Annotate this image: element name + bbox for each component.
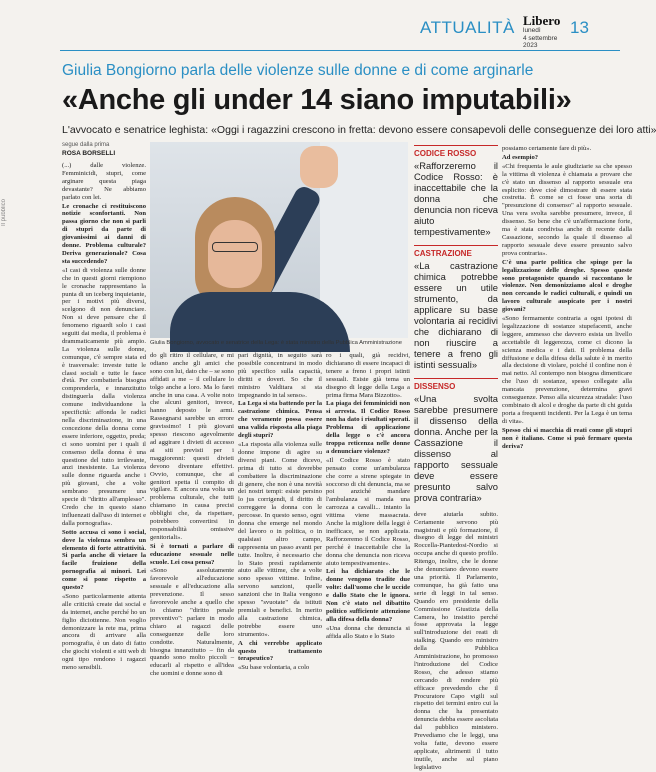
paragraph: «La risposta alla violenza sulle donne impone di agire su diversi piani. Come dicevo, prima di tutto si dovrebbe combattere la discriminazione di genere, che non è una novità dei nostri tempi: esiste persino lo jus corrigendi, il diritto di correggere la donna con le percosse. In questo senso, ogni donna che emerge nel mondo del lavoro o in politica, o in qualsiasi altro campo, rappresenta un passo avanti per tutte. Inoltre, è necessario che lo Stato prestì rapidamente aiuto alle vittime, che a volte sono spesso vittime. Infine, servono sanzioni, quelle sanzioni che in Italia vengono spesso "svuotate" da istituti premiali e benefici. In merito alla castrazione chimica, potrebbe essere uno strumento». xyxy=(238,440,322,638)
interview-question: Lei ha dichiarato che le donne vengono tradite due volte: dall'uomo che le uccide e dallo Stato che le ignora. Non c'è stato nel dibattito politico sufficiente attenzione alla difesa della donna? xyxy=(326,568,410,623)
quote-box-rule xyxy=(414,378,498,379)
byline: ROSA BORSELLI xyxy=(62,150,116,157)
paragraph: do gli ritiro il cellulare, e mi odiano anche gli amici che sono con lui, dato che – se sono affidati a me – il cellulare lo tolgo anche a loro. Ma lo farei anche in una casa. A volte noto che alcuni genitori, invece, hanno deposto le armi. Rassegnarsi sarebbe un errore gravissimo! I più giovani spesso riescono agevolmente ad aggirare i divieti di accesso ai siti previsti per i maggiorenni: questi divieti devono diventare effettivi. Ovvio, comunque, che ai genitori spetta il compito di vigilare. E ancora una volta un problema culturale, che tutti chiamano in causa precisi obblighi che, da rispettare, potrebbero convertirsi in responsabilità omissive genitoriali». xyxy=(150,352,234,541)
page-header xyxy=(0,0,640,50)
pull-quote: «Una svolta sarebbe presumere il dissenso della donna. Anche per la Cassazione il dissenso al rapporto sessuale deve essere presunto salvo prova contraria» xyxy=(414,392,498,503)
interview-question: Le cronache ci restituiscono notizie sconfortanti. Non passa giorno che non si parli di stupri da parte di giovanissimi ai danni di donne. Problema culturale? Deriva generazionale? Cosa sta succedendo? xyxy=(62,202,146,265)
paragraph: (...) dalle violenze. Femminicidi, stupri, come arginare questa piaga devastante? Ne abbiamo parlato con lei. xyxy=(62,162,146,201)
vertical-margin-note: Il pubblico xyxy=(1,198,7,226)
article-column-1 xyxy=(62,162,146,672)
interview-question: A chi verrebbe applicato questo trattamento terapeutico? xyxy=(238,639,322,663)
byline-lead: segue dalla prima xyxy=(62,142,110,148)
quote-box-title: CASTRAZIONE xyxy=(414,248,472,258)
paragraph: «Sono assolutamente favorevole all'educazione sessuale e all'educazione alla prevenzione. Il sesso favorevole anche a quello che io chiamo "diritto penale preventivo": parlare in modo chiaro ai ragazzi delle conseguenze delle loro condotte. Naturalmente, bisogna innanzitutto – fin da quando sono molto piccoli – educarli al rispetto e all'idea che uomini e donne sono di xyxy=(150,567,234,678)
interview-question: La Lega si sta battendo per la castrazione chimica. Pensa che veramente possa essere una valida risposta alla piaga degli stupri? xyxy=(238,400,322,440)
paragraph: «Chi frequenta le aule giudiziarie sa che spesso la vittima di violenza è chiamata a provare che c'è stato un dissenso al rapporto sessuale era esplicito: deve cioè dimostrare di essere stata costretta. È come se ci fosse una sorta di "presunzione di consenso" al rapporto sessuale. Una vera svolta sarebbe presumere, invece, il dissenso. So bene che c'è un'affermazione forte, ma è stata condivisa anche di recente dalla Cassazione, secondo la quale il dissenso al rapporto sessuale deve essere presunto salvo prova contraria». xyxy=(502,162,632,257)
article-headline: «Anche gli under 14 siano imputabili» xyxy=(62,84,572,116)
issue-year: 2023 xyxy=(523,42,538,49)
section-label: ATTUALITÀ xyxy=(420,18,515,37)
paragraph: ro i quali, già recidivi, dichiarano di essere incapaci di tenere a freno i propri istinti sessuali. Esiste già tema un disegno di legge della Lega a prima firma Mara Bizzotto». xyxy=(326,352,410,399)
article-column-2 xyxy=(150,352,234,678)
issue-date: 4 settembre xyxy=(523,34,558,42)
masthead xyxy=(523,14,567,48)
paragraph: «Il Codice Rosso è stato pensato come un'ambulanza che corre a sirene spiegate in soccorso di chi denuncia, ma se poi anziché mandare l'ambulanza si manda una carrozza a cavalli... intanto la vittima viene massacrata. Anche la migliore della leggi è inefficace, se non applicata. Rafforzeremo il Codice Rosso, perché è inaccettabile che la donna che denuncia non riceva aiuto tempestivamente». xyxy=(326,456,410,567)
article-column-3 xyxy=(238,352,322,672)
quote-box-rule xyxy=(414,245,498,246)
paragraph: «Su base volontaria, a colo xyxy=(238,664,310,672)
brand-name: Libero xyxy=(523,13,561,28)
interview-question: Si è tornati a parlare di educazione sessuale nelle scuole. Lei cosa pensa? xyxy=(150,542,234,566)
photo-caption: Giulia Bongiorno, avvocato e senatrice della Lega: è stata ministro della Pubblica Amministrazione xyxy=(150,340,402,346)
paragraph: possiamo certamente fare di più». xyxy=(502,145,592,152)
interview-question: C'è una parte politica che spinge per la legalizzazione delle droghe. Spesso queste sono protagoniste quando si raccontano le violenze. Non demonizziamo alcol e droghe non cercando le radici culturali, e quindi un lavoro culturale auspicato per i nostri giovani? xyxy=(502,258,632,314)
article-column-4 xyxy=(326,352,410,640)
quote-box-rule xyxy=(414,145,498,146)
paragraph: pari dignità, in seguito sarà possibile concentrarsi in modo più specifico sulla capacità, diritti e doveri. So che il ministro Valditara si sta impegnando in tal senso». xyxy=(238,352,322,399)
header-rule xyxy=(60,50,620,51)
interview-question: Sotto accusa ci sono i social, dove la violenza sembra un elemento di forte attrattività. Si parla anche di vietare la facile fruizione della pornografia ai minori. Lei come si pone rispetto a questo? xyxy=(62,528,146,592)
portrait-photo xyxy=(150,142,408,338)
issue-day: lunedì xyxy=(523,27,541,34)
quote-sidebar-column xyxy=(414,145,498,771)
paragraph: «Sono fermamente contraria a ogni ipotesi di legalizzazione di sostanze stupefacenti, anche leggere, ammesso che davvero esista un livello accettabile di leggerezza, come ci dicono la scienza medica e i dati. Il problema della diffusione e della difesa della salute è in merito alla decisione di violare, poiché il confine non è mai netto. Al contempo non bisogna dimenticare che l'uso di sostanze, spesso collegate alla mancata prevenzione, determina gravi conseguenze. Penso alla sicurezza stradale: l'uso combinato di alcol e droghe da parte di chi guida porta a frequenti incidenti. Per la Lega è un tema di vita». xyxy=(502,315,632,425)
interview-question: La piaga dei femminicidi non si arresta. Il Codice Rosso non ha dato i risultati sperati. Problema di applicazione della legge o c'è ancora troppa reticenza nelle donne a denunciare violenze? xyxy=(326,400,410,455)
article-subhead: L'avvocato e senatrice leghista: «Oggi i ragazzini crescono in fretta: devono essere consapevoli delle conseguenze dei loro atti» xyxy=(62,124,656,136)
paragraph: «Una donna che denuncia si affida allo Stato e lo Stato xyxy=(326,624,410,640)
page-number: 13 xyxy=(570,18,589,37)
pull-quote: «La castrazione chimica potrebbe essere un utile strumento, da applicare su base volontaria ai recidivi che dichiarano di non riuscire a tenere a freno gli istinti sessuali» xyxy=(414,259,498,370)
article-kicker: Giulia Bongiorno parla delle violenze sulle donne e di come arginarle xyxy=(62,62,534,79)
quote-box-title: CODICE ROSSO xyxy=(414,149,477,158)
interview-question: Spesso chi si macchia di reati come gli stupri non è italiano. Come si può fermare questa deriva? xyxy=(502,426,632,450)
paragraph: deve aiutarla subito. Certamente servono più magistrati e più formazione, il disegno di legge del ministri Roccella-Piantedosi-Nordio si occupa anche di questo profilo. Ritengo, inoltre, che le donne che denunciano devono essere una priorità. Il Parlamento, comunque, ha già fatto una serie di leggi in tal senso. Quando ero presidente della Commissione Giustizia della Camera, ho insistito perché fosse approvata la legge sull'introduzione dei reati di stalking. Quando ero ministro della Pubblica Amministrazione, ho promosso l'introduzione del Codice Rosso, che adesso stiamo cercando di rendere più efficace prevedendo che il Procuratore Capo vigili sul rispetto dei termini entro cui la donna che ha presentato denuncia debba essere ascoltata dal pubblico ministero. Prevediamo che le leggi, una volta fatte, devono essere applicate, altrimenti il tutto inutile, anche sul piano legislativo xyxy=(414,510,498,771)
paragraph: «I casi di violenza sulle donne che in questi giorni riempiono le cronache rappresentano la punta di un iceberg inquietante, per i motivi più diversi, scelgono di non denunciare. Non si deve pensare che il fenomeno riguardi solo i casi seguiti dai media, il problema è drammaticamente più ampio. La violenza sulle donne, comunque, c'è sempre stata ed è trasversale: investe tutte le classi sociali e tutte le fasce d'età. Per combatterla bisogna comprenderla, e innanzitutto distinguerla dalla violenza comune individuandone la specificità: affonda le radici nella discriminazione, in una concezione della donna come essere inferiore, oggetto, preda; ci sono uomini per i quali il consenso della donna è una questione del tutto irrilevante, anzi inesistente. La violenza sulle donne riguarda anche i più giovani, che a volte sembrano presumere una specie di "diritto all'amplesso". Credo che in questo siano influenzati dall'uso di internet e dalla pornografia». xyxy=(62,266,146,527)
interview-question: Ad esempio? xyxy=(502,153,539,161)
quote-box-title: DISSENSO xyxy=(414,381,456,391)
article-column-6 xyxy=(502,145,632,640)
paragraph: «Sono particolarmente attenta alle criticità create dai social e da internet, anche perché ho un figlio diciottenne. Non voglio demonizzare la rete ma, prima ancora di arrivare alla pornografia, è un dato di fatto che giochi violenti e siti web di ogni tipo rendono i ragazzi meno sensibili. xyxy=(62,592,146,672)
pull-quote: «Rafforzeremo il Codice Rosso: è inaccettabile che la donna che denuncia non riceva aiuto tempestivamente» xyxy=(414,159,498,237)
